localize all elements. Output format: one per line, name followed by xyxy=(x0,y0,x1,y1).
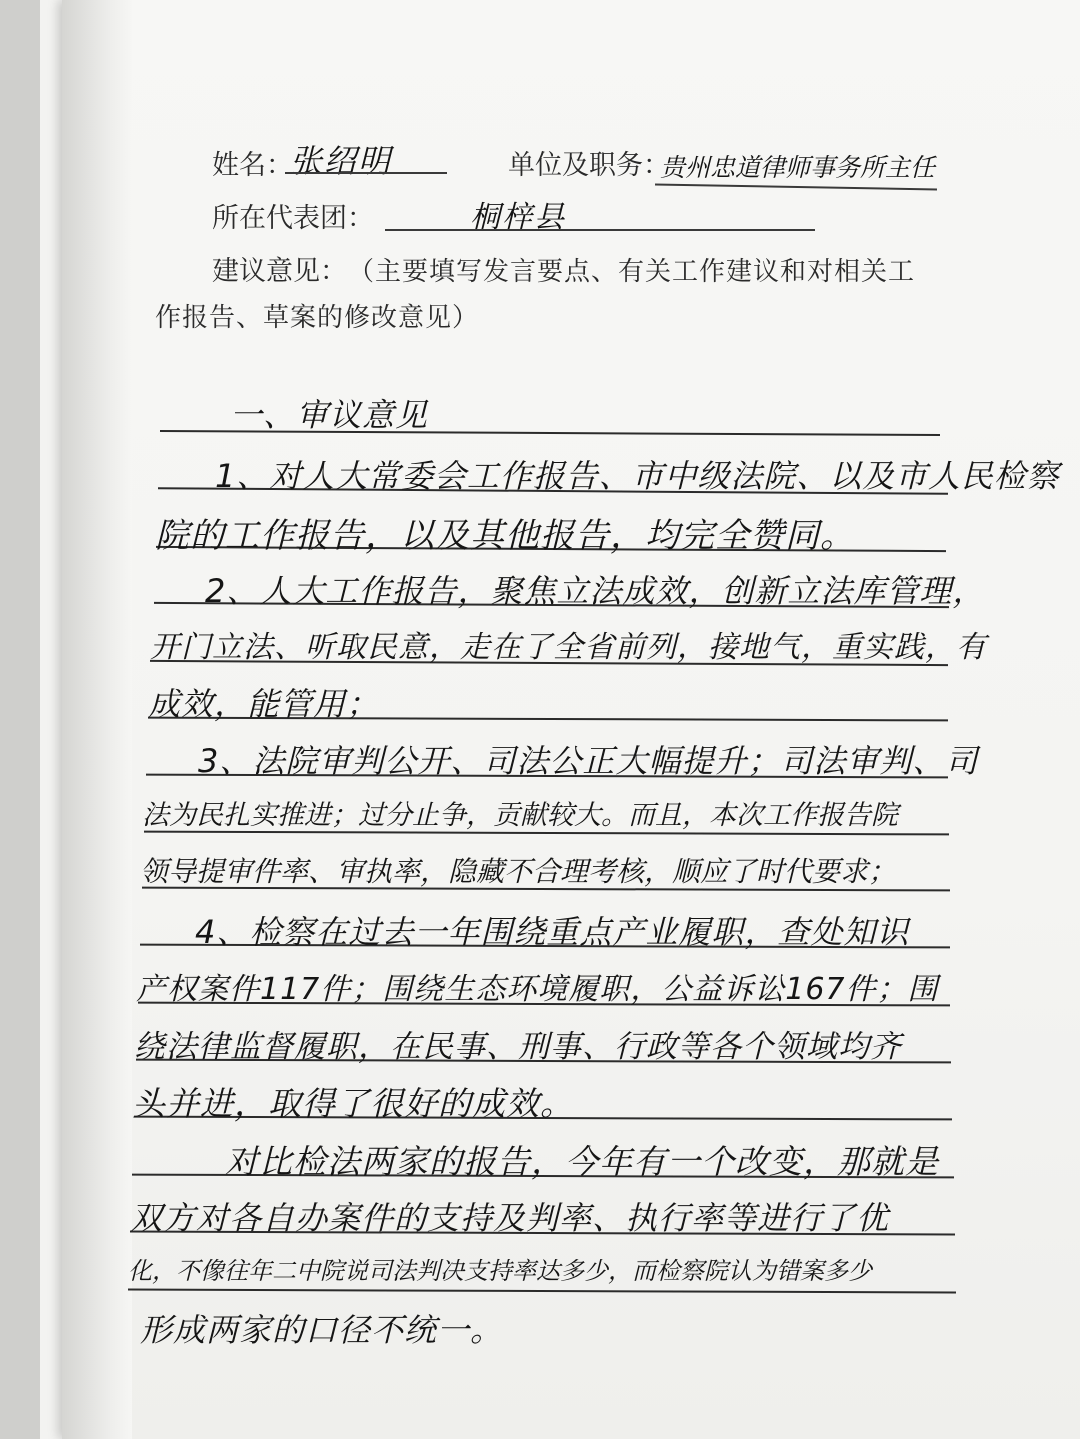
handwritten-line-8: 法为民扎实推进；过分止争，贡献较大。而且，本次工作报告院 xyxy=(142,800,898,831)
name-value: 张绍明 xyxy=(290,142,393,180)
delegation-value: 桐梓县 xyxy=(470,200,566,235)
delegation-label: 所在代表团： xyxy=(212,203,374,233)
handwritten-line-5: 开门立法、听取民意，走在了全省前列，接地气，重实践，有 xyxy=(150,630,987,665)
handwritten-line-6: 成效，能管用； xyxy=(148,685,380,723)
handwritten-line-3: 院的工作报告，以及其他报告，均完全赞同。 xyxy=(155,516,855,556)
delegation-underline xyxy=(385,229,815,231)
handwritten-line-9: 领导提审件率、审执率，隐藏不合理考核，顺应了时代要求； xyxy=(140,855,897,888)
handwritten-line-10: 4、检察在过去一年围绕重点产业履职，查处知识 xyxy=(195,913,910,951)
handwritten-line-14: 对比检法两家的报告，今年有一个改变，那就是 xyxy=(225,1142,939,1181)
handwritten-line-13: 头并进，取得了很好的成效。 xyxy=(132,1084,574,1123)
unit-label: 单位及职务： xyxy=(508,150,670,180)
handwritten-line-16: 化，不像往年二中院说司法判决支持率达多少，而检察院认为错案多少 xyxy=(128,1257,872,1285)
opinion-label: 建议意见： xyxy=(212,256,347,286)
name-underline xyxy=(285,172,447,174)
handwritten-line-12: 绕法律监督履职，在民事、刑事、行政等各个领域均齐 xyxy=(134,1029,902,1065)
name-label: 姓名： xyxy=(212,150,293,180)
page-binding-shadow xyxy=(62,0,132,1439)
opinion-note-line-1: （主要填写发言要点、有关工作建议和对相关工 xyxy=(348,257,916,286)
handwritten-line-11: 产权案件117件；围绕生态环境履职，公益诉讼167件；围 xyxy=(136,972,939,1007)
handwritten-line-15: 双方对各自办案件的支持及判率、执行率等进行了优 xyxy=(130,1199,890,1237)
handwritten-line-2: 1、对人大常委会工作报告、市中级法院、以及市人民检察 xyxy=(215,457,1060,495)
handwritten-line-4: 2、人大工作报告，聚焦立法成效，创新立法库管理， xyxy=(205,572,986,610)
handwritten-line-1: 一、审议意见 xyxy=(230,396,429,434)
unit-value: 贵州忠道律师事务所主任 xyxy=(660,153,936,182)
handwritten-line-7: 3、法院审判公开、司法公正大幅提升；司法审判、司 xyxy=(198,742,979,780)
handwritten-line-17: 形成两家的口径不统一。 xyxy=(140,1311,504,1349)
opinion-note-line-2: 作报告、草案的修改意见） xyxy=(155,303,480,332)
